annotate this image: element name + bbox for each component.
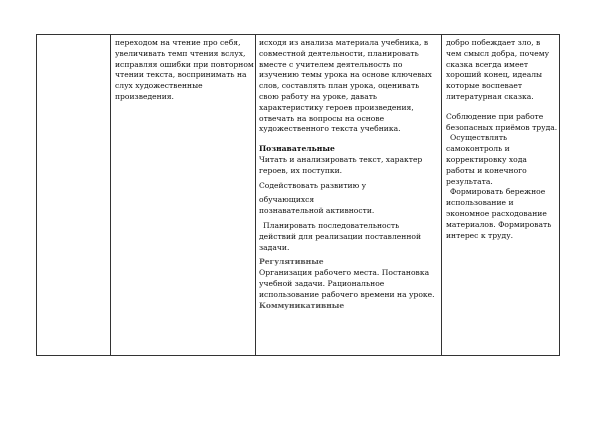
cognitive-item: Планировать последовательность действий для реализации поставленной задачи. [259,220,422,252]
column-divider [255,35,256,355]
personal-results-cell [446,38,558,241]
cognitive-item: Читать и анализировать текст, характер героев, их поступки. [259,154,423,175]
personal-results-text: добро побеждает зло, в чем смысл добра, почему сказка всегда имеет хороший конец, идеалы которые воспевает литературная сказка. [446,38,550,101]
uud-cell [259,38,437,311]
communicative-heading: Коммуникативные [259,300,345,310]
subject-results-text: переходом на чтение про себя, увеличивать темп чтения вслух, исправляя ошибки при повторном чтении текста, воспринимать на слух художественные произведения. [115,38,254,101]
regulative-heading: Регулятивные [259,257,324,267]
cognitive-heading: Познавательные [259,144,335,154]
column-divider [110,35,111,355]
subject-results-cell [115,38,255,103]
cognitive-item: познавательной активности. [259,206,375,216]
personal-results-text: Осуществлять самоконтроль и корректировку хода работы и конечного результата. [446,133,527,186]
column-divider [441,35,442,355]
personal-results-text: Соблюдение при работе безопасных приёмов труда. [446,111,558,132]
lesson-table [36,34,560,356]
personal-results-text: Формировать бережное использование и экономное расходование материалов. Формировать интерес к труду. [446,187,552,240]
regulative-item: Организация рабочего места. Постановка учебной задачи. Рациональное использование рабочего времени на уроке. [259,268,435,299]
cognitive-item: обучающихся [259,195,315,205]
uud-intro-text: исходя из анализа материала учебника, в совместной деятельности, планировать вместе с учителем деятельность по изучению темы урока на основе ключевых слов, составлять план урока, оценивать свою работу на уроке, давать характеристику героев произведения, отвечать на вопросы на основе художественного текста учебника. [259,38,432,134]
cognitive-item: Содействовать развитию у [259,180,367,190]
